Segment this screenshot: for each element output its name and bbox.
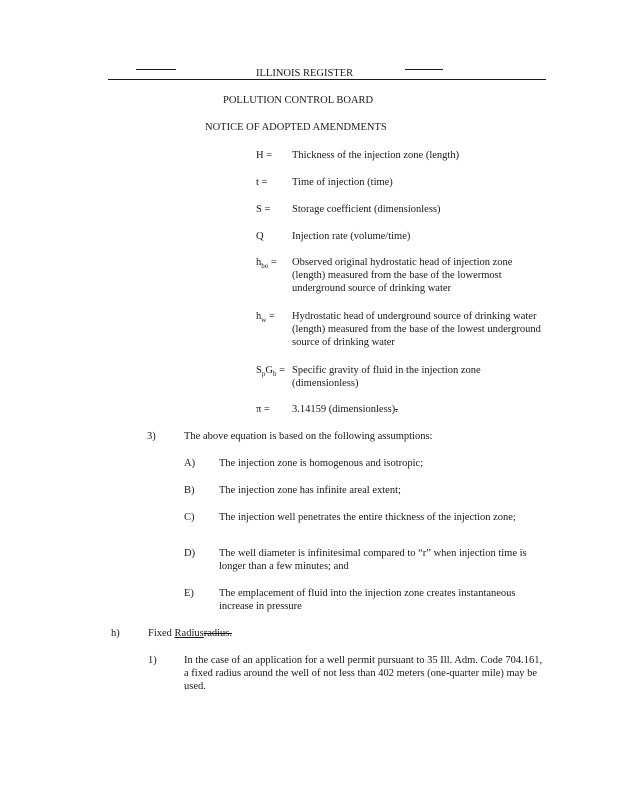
header-rule-full [108,79,546,80]
def-symbol: H = [256,150,273,161]
assumptions-intro: The above equation is based on the following assumptions: [184,431,433,442]
assumption-letter: A) [184,458,196,469]
def-text: Observed original hydrostatic head of injection zone (length) measured from the base of the lowermost underground source of drinking water [292,257,513,294]
board-title: POLLUTION CONTROL BOARD [223,95,374,106]
header-rule-left-short [136,69,176,70]
section-h-letter: h) [111,628,120,639]
def-text: Storage coefficient (dimensionless) [292,204,441,215]
assumption-text: The injection well penetrates the entire thickness of the injection zone; [219,512,516,523]
assumption-letter: E) [184,588,194,599]
assumption-text: The injection zone has infinite areal extent; [219,485,401,496]
notice-title: NOTICE OF ADOPTED AMENDMENTS [205,122,387,133]
def-text-pi: 3.14159 (dimensionless). [292,404,398,415]
assumptions-number: 3) [147,431,156,442]
assumption-letter: C) [184,512,195,523]
def-symbol-spgb: $S_pG_b$ = [256,365,285,379]
def-text: Injection rate (volume/time) [292,231,411,242]
def-text: Specific gravity of fluid in the injection zone (dimensionless) [292,365,481,389]
def-symbol: t = [256,177,268,188]
assumption-letter: D) [184,548,196,559]
def-symbol-hw: $h_w$ = [256,311,275,325]
section-h-item-text: In the case of an application for a well permit pursuant to 35 Ill. Adm. Code 704.161, a fixed radius around the well of not less than 402 meters (one-quarter mile) may be used. [184,655,543,692]
assumption-text: The injection zone is homogenous and isotropic; [219,458,424,469]
assumption-text: The well diameter is infinitesimal compared to “r” when injection time is longer than a few minutes; and [219,548,527,572]
assumption-letter: B) [184,485,195,496]
def-symbol-hbo: $h_{bo}$ = [256,257,277,271]
section-h-item-number: 1) [148,655,157,666]
def-symbol-pi: π = [256,404,270,415]
register-title: ILLINOIS REGISTER [256,68,354,79]
def-symbol: Q [256,231,264,242]
section-h-title: Fixed Radiusradius. [148,628,233,639]
def-text: Time of injection (time) [292,177,393,188]
def-symbol: S = [256,204,271,215]
assumption-text: The emplacement of fluid into the injection zone creates instantaneous increase in pressure [219,588,516,612]
def-text: Thickness of the injection zone (length) [292,150,460,161]
header-rule-right-short [405,69,443,70]
def-text: Hydrostatic head of underground source of drinking water (length) measured from the base of the lowest underground source of drinking water [292,311,541,348]
